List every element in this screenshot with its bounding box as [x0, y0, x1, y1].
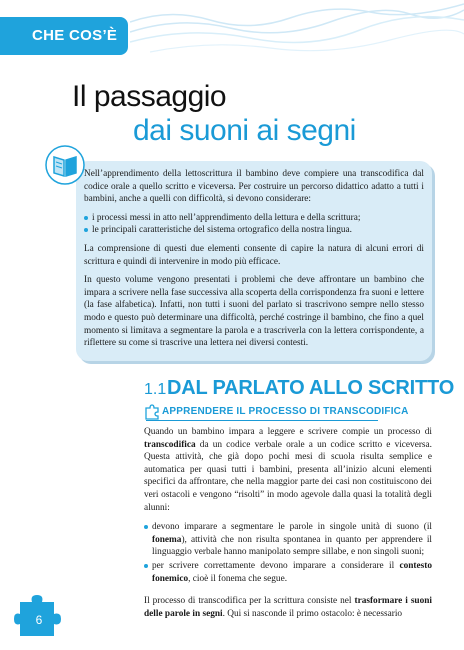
section-tab: CHE COS’È: [0, 17, 128, 55]
body-paragraph: Il processo di transcodifica per la scrittura consiste nel trasformare i suoni delle parole in segni. Qui si nasconde il primo ostacolo: è necessario: [144, 596, 433, 619]
wave-decoration: [130, 0, 464, 62]
intro-bullet: le principali caratteristiche del sistema ortografico della nostra lingua.: [84, 224, 424, 237]
subsection-title: APPRENDERE IL PROCESSO DI TRANSCODIFICA: [162, 406, 409, 417]
intro-bullet: i processi messi in atto nell’apprendimento della lettura e della scrittura;: [84, 212, 424, 225]
page-title-line2: dai suoni ai segni: [133, 114, 356, 147]
header-band: [0, 0, 464, 62]
subsection-underline: [146, 420, 378, 421]
intro-paragraph: Nell’apprendimento della lettoscrittura il bambino deve compiere una transcodifica dal codice orale a quello scritto e viceversa. Per costruire un percorso didattico adatto a tutti i bambini, anche a quelli con difficoltà, si devono considerare:: [84, 169, 424, 205]
book-icon: [44, 145, 86, 185]
intro-paragraph: La comprensione di questi due elementi consente di capire la natura di alcuni errori di scrittura e quindi di intervenire in modo più efficace.: [84, 243, 424, 267]
intro-paragraph: In questo volume vengono presentati i problemi che deve affrontare un bambino che impara a scrivere nella fase successiva alla scoperta della corrispondenza fra suoni e lettere (la fase alfabetica). Infatti, non tutti i suoni del parlato si trascrivono sempre nello stesso modo e questo può determinare una difficoltà, perché costringe il bambino, che fino a quel momento si limitava a segmentare la parola e a trascriverla con la lettera corrispondente, a riflettere su come si trascrive una lettera nei diversi contesti.: [84, 275, 424, 349]
section-number: 1.1: [144, 381, 167, 398]
puzzle-icon: [144, 404, 160, 420]
page-title-line1: Il passaggio: [72, 80, 227, 113]
body-text: [144, 426, 432, 627]
body-bullet-list: [144, 521, 432, 585]
body-paragraph: Quando un bambino impara a leggere e scrivere compie un processo di transcodifica da un codice verbale orale a un codice scritto e viceversa. Questa attività, che già dopo pochi mesi di scuola risulta semplice e automatica per quasi tutti i bambini, presenta all’inizio alcuni elementi specifici da affrontare, che nella maggior parte dei casi non costituiscono dei veri ostacoli e vengono “risolti” in modo agevole dalla quasi la totalità degli alunni:: [144, 427, 432, 513]
body-bullet: devono imparare a segmentare le parole in singole unità di suono (il fonema), attività che non risulta spontanea in quanto per apprendere il linguaggio verbale hanno manipolato sempre sillabe, e non singoli suoni;: [144, 521, 432, 559]
body-bullet: per scrivere correttamente devono imparare a considerare il contesto fonemico, cioè il fonema che segue.: [144, 560, 432, 585]
page-number: 6: [35, 613, 43, 627]
intro-text: [84, 168, 424, 356]
section-title: DAL PARLATO ALLO SCRITTO: [167, 377, 455, 399]
intro-bullet-list: [84, 212, 424, 237]
